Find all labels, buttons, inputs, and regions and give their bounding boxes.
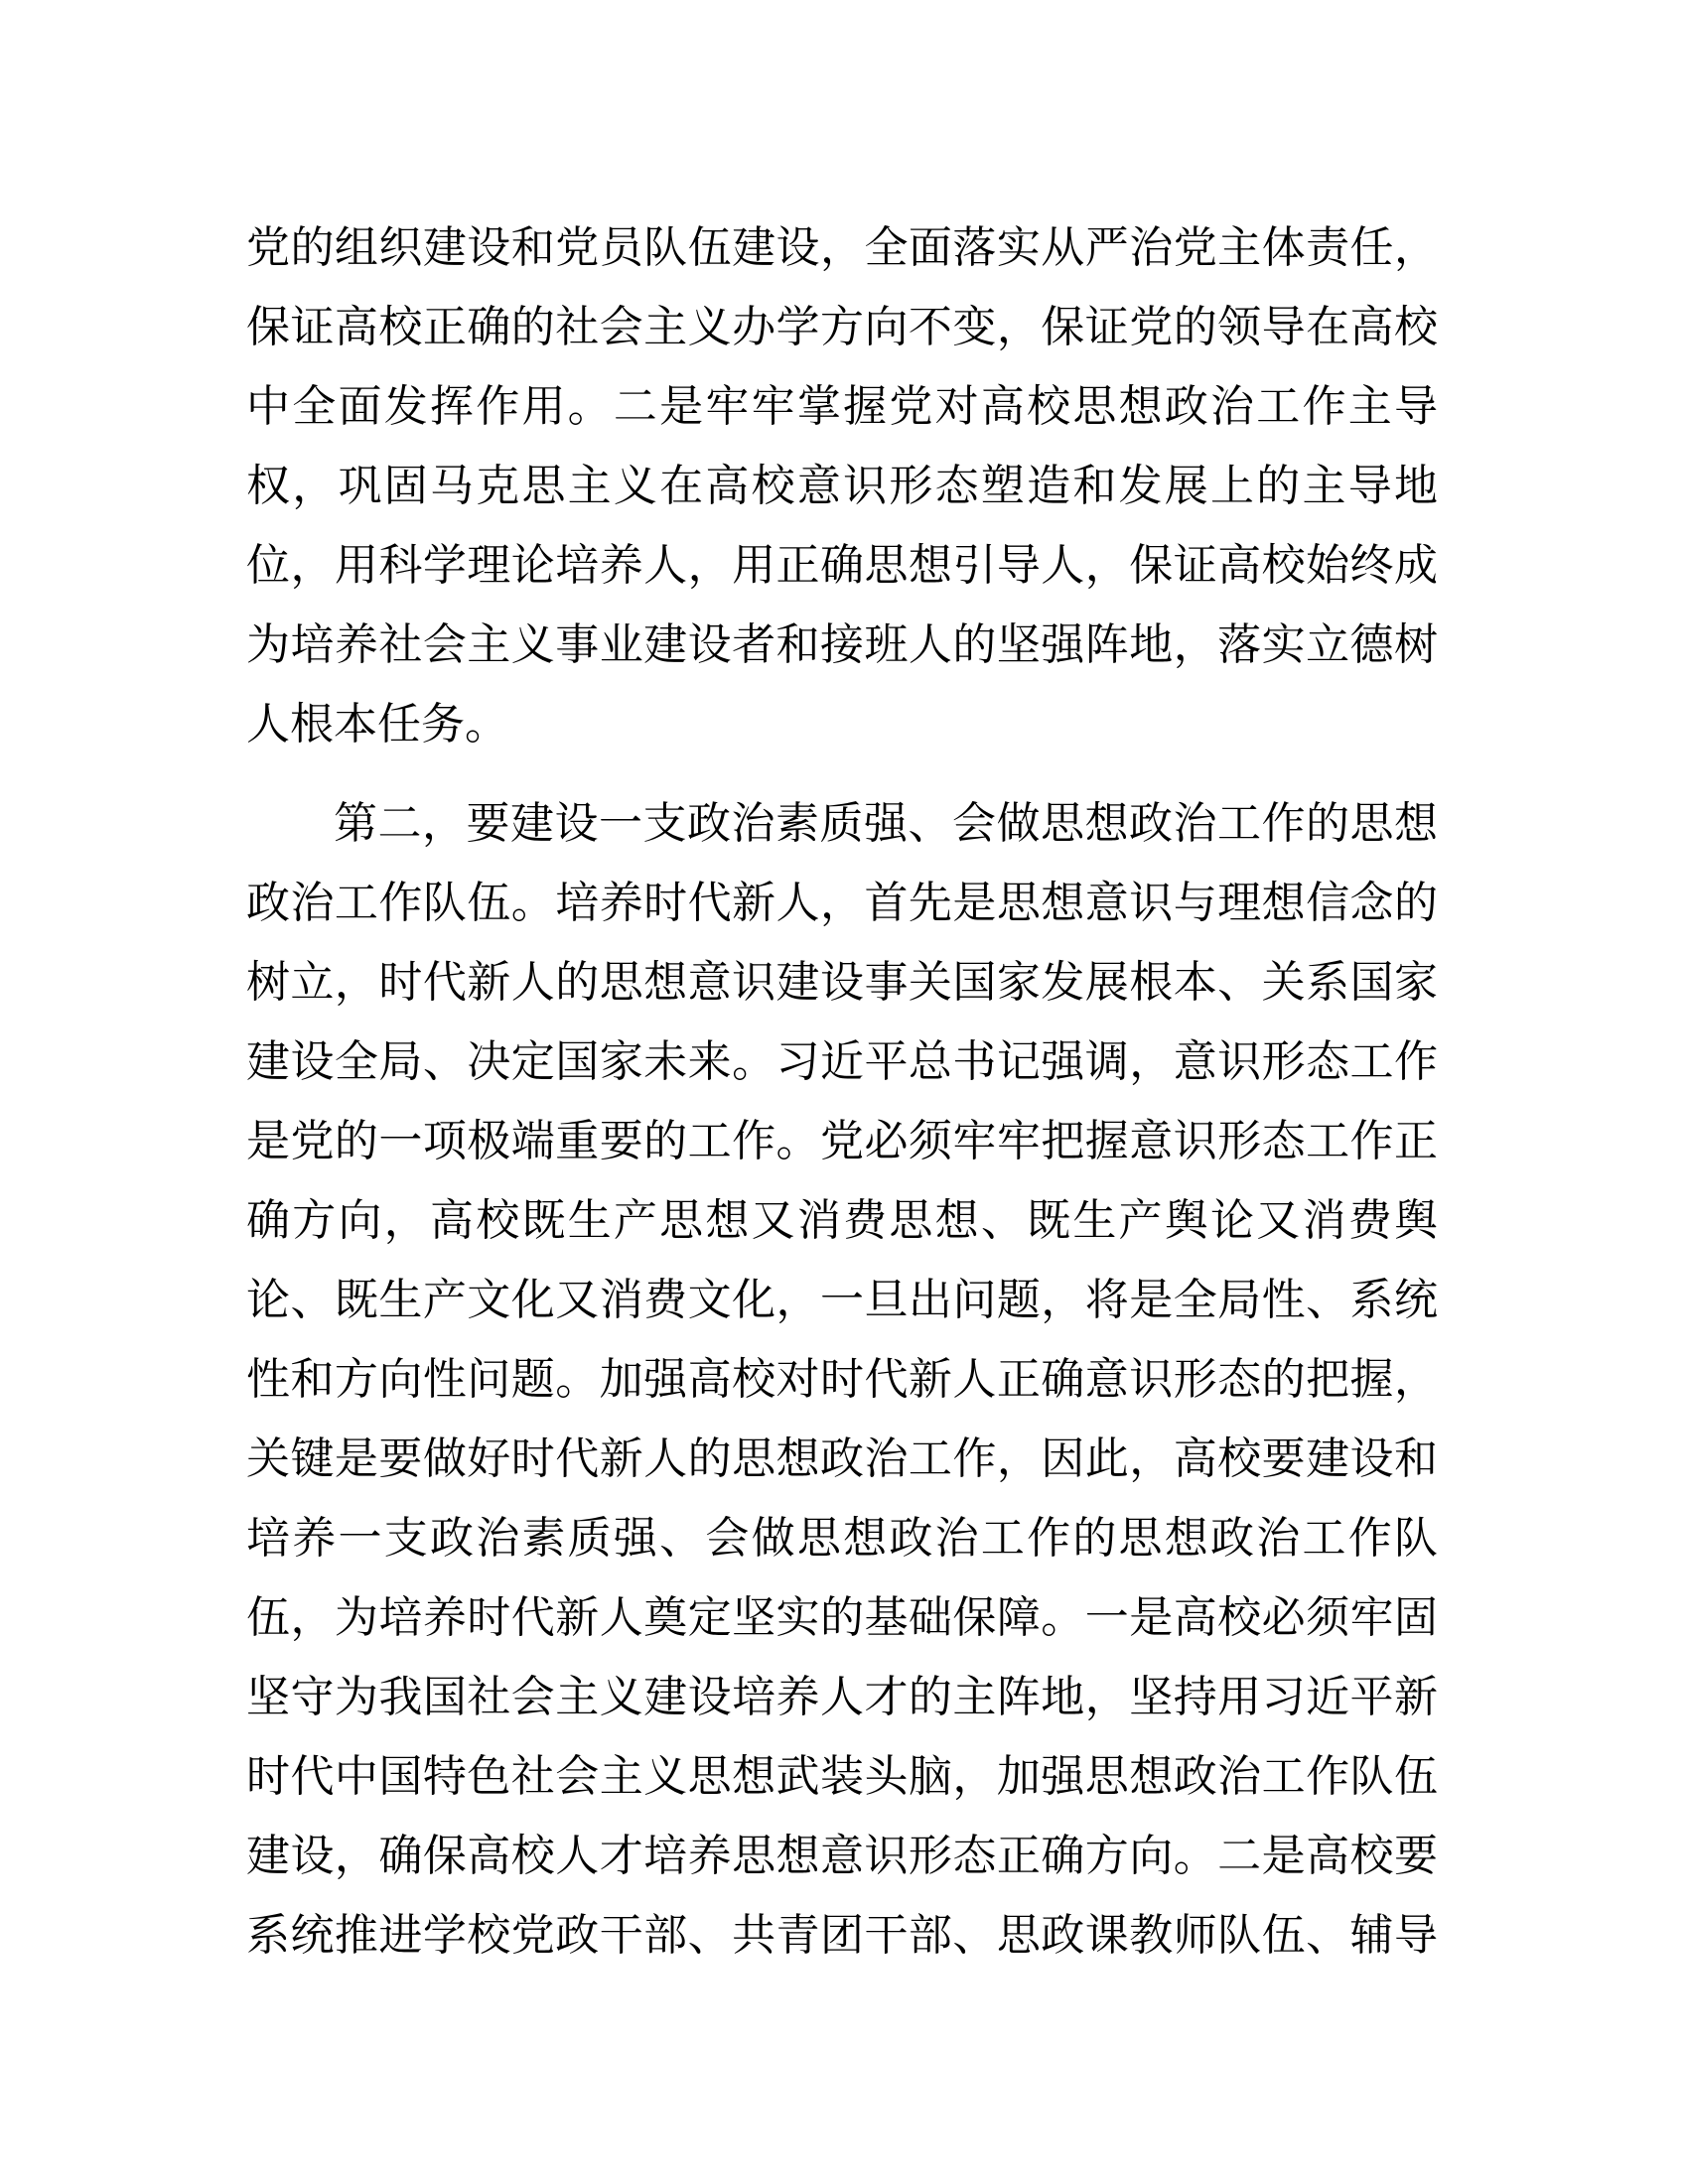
text-line: 位，用科学理论培养人，用正确思想引导人，保证高校始终成: [246, 540, 1438, 591]
paragraph-gap: [246, 764, 1438, 784]
text-line: 树立，时代新人的思想意识建设事关国家发展根本、关系国家: [246, 957, 1438, 1008]
text-line: 保证高校正确的社会主义办学方向不变，保证党的领导在高校: [246, 302, 1438, 352]
text-line: 系统推进学校党政干部、共青团干部、思政课教师队伍、辅导: [246, 1910, 1438, 1961]
text-line: 时代中国特色社会主义思想武装头脑，加强思想政治工作队伍: [246, 1751, 1438, 1802]
text-line: 确方向，高校既生产思想又消费思想、既生产舆论又消费舆: [246, 1195, 1438, 1246]
paragraph-2: [246, 784, 1438, 2055]
text-line: 第二，要建设一支政治素质强、会做思想政治工作的思想: [334, 798, 1438, 849]
text-line: 伍，为培养时代新人奠定坚实的基础保障。一是高校必须牢固: [246, 1592, 1438, 1643]
text-line: 政治工作队伍。培养时代新人，首先是思想意识与理想信念的: [246, 878, 1438, 928]
text-line: 建设，确保高校人才培养思想意识形态正确方向。二是高校要: [246, 1831, 1438, 1881]
paragraph-1: [246, 208, 1438, 764]
text-line: 中全面发挥作用。二是牢牢掌握党对高校思想政治工作主导: [246, 381, 1438, 432]
text-line: 关键是要做好时代新人的思想政治工作，因此，高校要建设和: [246, 1433, 1438, 1484]
text-line: 建设全局、决定国家未来。习近平总书记强调，意识形态工作: [246, 1036, 1438, 1087]
text-line: 性和方向性问题。加强高校对时代新人正确意识形态的把握，: [246, 1354, 1438, 1405]
text-line: 人根本任务。: [246, 699, 508, 750]
text-line: 党的组织建设和党员队伍建设，全面落实从严治党主体责任，: [246, 222, 1438, 273]
text-line: 是党的一项极端重要的工作。党必须牢牢把握意识形态工作正: [246, 1116, 1438, 1166]
text-line: 培养一支政治素质强、会做思想政治工作的思想政治工作队: [246, 1513, 1438, 1564]
text-line: 坚守为我国社会主义建设培养人才的主阵地，坚持用习近平新: [246, 1672, 1438, 1722]
text-line: 权，巩固马克思主义在高校意识形态塑造和发展上的主导地: [246, 461, 1438, 511]
text-line: 为培养社会主义事业建设者和接班人的坚强阵地，落实立德树: [246, 619, 1438, 670]
text-line: 论、既生产文化又消费文化，一旦出问题，将是全局性、系统: [246, 1275, 1438, 1325]
text-line: [246, 1976, 1438, 2055]
body-text: [246, 208, 1438, 2055]
